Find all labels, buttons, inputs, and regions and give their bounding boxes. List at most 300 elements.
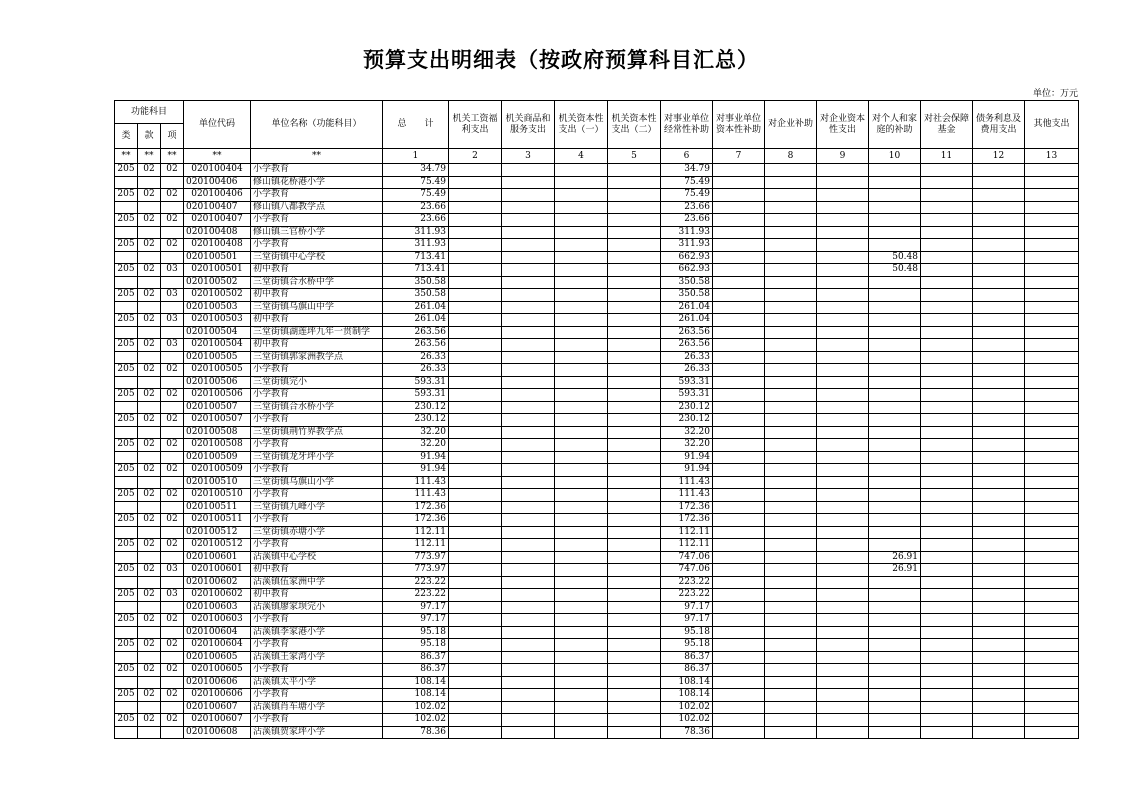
row-unit-name-cell: 三堂街镇九峰小学: [251, 501, 383, 514]
row-c7-cell: [713, 401, 765, 414]
row-c5-cell: [608, 351, 661, 364]
row-unit-code-cell: 020100603: [184, 614, 251, 627]
row-kuan-cell: 02: [138, 339, 161, 352]
row-c11-cell: [921, 351, 973, 364]
row-c3-cell: [502, 489, 555, 502]
index-cell: 13: [1025, 149, 1079, 164]
row-unit-code-cell: 020100511: [184, 514, 251, 527]
table-body: [115, 164, 1079, 739]
row-c3-cell: [502, 689, 555, 702]
row-c7-cell: [713, 714, 765, 727]
row-c6-cell: 75.49: [661, 176, 713, 189]
row-c13-cell: [1025, 164, 1079, 177]
row-total-cell: 95.18: [383, 639, 449, 652]
row-lei-cell: [115, 576, 138, 589]
row-total-cell: 26.33: [383, 351, 449, 364]
row-unit-name-cell: 沾溪镇伍家洲中学: [251, 576, 383, 589]
row-c7-cell: [713, 551, 765, 564]
row-c7-cell: [713, 201, 765, 214]
index-cell: **: [115, 149, 138, 164]
row-c7-cell: [713, 451, 765, 464]
row-c8-cell: [765, 251, 817, 264]
row-c10-cell: [869, 489, 921, 502]
row-c7-cell: [713, 326, 765, 339]
row-c11-cell: [921, 364, 973, 377]
row-unit-name-cell: 初中教育: [251, 564, 383, 577]
row-unit-code-cell: 020100512: [184, 526, 251, 539]
row-c9-cell: [817, 664, 869, 677]
row-c11-cell: [921, 201, 973, 214]
row-c4-cell: [555, 551, 608, 564]
row-c11-cell: [921, 701, 973, 714]
row-c10-cell: [869, 464, 921, 477]
row-c3-cell: [502, 664, 555, 677]
row-c6-cell: 95.18: [661, 639, 713, 652]
row-c9-cell: [817, 264, 869, 277]
row-unit-name-cell: 三堂街镇乌旗山小学: [251, 476, 383, 489]
row-kuan-cell: 02: [138, 389, 161, 402]
row-c6-cell: 311.93: [661, 226, 713, 239]
row-unit-name-cell: 三堂街镇合水桥小学: [251, 401, 383, 414]
row-kuan-cell: [138, 476, 161, 489]
row-c5-cell: [608, 251, 661, 264]
row-c4-cell: [555, 589, 608, 602]
table-row: [115, 251, 1079, 264]
row-lei-cell: [115, 651, 138, 664]
row-c12-cell: [973, 539, 1025, 552]
row-c6-cell: 172.36: [661, 501, 713, 514]
row-total-cell: 311.93: [383, 226, 449, 239]
row-c8-cell: [765, 476, 817, 489]
row-total-cell: 230.12: [383, 401, 449, 414]
row-c4-cell: [555, 539, 608, 552]
row-unit-name-cell: 三堂街镇龙牙坪小学: [251, 451, 383, 464]
row-c7-cell: [713, 614, 765, 627]
row-xiang-cell: 02: [161, 489, 184, 502]
row-total-cell: 23.66: [383, 201, 449, 214]
row-c3-cell: [502, 626, 555, 639]
row-c3-cell: [502, 264, 555, 277]
header-c7: 对事业单位资本性补助: [713, 101, 765, 149]
row-unit-code-cell: 020100505: [184, 351, 251, 364]
row-unit-code-cell: 020100502: [184, 289, 251, 302]
row-c10-cell: [869, 164, 921, 177]
row-xiang-cell: [161, 626, 184, 639]
row-c11-cell: [921, 289, 973, 302]
row-kuan-cell: [138, 501, 161, 514]
row-xiang-cell: [161, 201, 184, 214]
row-kuan-cell: [138, 726, 161, 739]
row-c10-cell: [869, 639, 921, 652]
row-total-cell: 593.31: [383, 389, 449, 402]
index-cell: 7: [713, 149, 765, 164]
row-c2-cell: [449, 214, 502, 227]
row-lei-cell: 205: [115, 439, 138, 452]
row-c11-cell: [921, 451, 973, 464]
row-c8-cell: [765, 639, 817, 652]
row-c2-cell: [449, 564, 502, 577]
row-c9-cell: [817, 426, 869, 439]
row-c12-cell: [973, 376, 1025, 389]
row-kuan-cell: 02: [138, 289, 161, 302]
row-c6-cell: 112.11: [661, 526, 713, 539]
row-c13-cell: [1025, 539, 1079, 552]
row-total-cell: 111.43: [383, 489, 449, 502]
row-c6-cell: 102.02: [661, 714, 713, 727]
row-lei-cell: 205: [115, 314, 138, 327]
row-unit-code-cell: 020100511: [184, 501, 251, 514]
row-c12-cell: [973, 489, 1025, 502]
row-lei-cell: 205: [115, 339, 138, 352]
row-xiang-cell: [161, 676, 184, 689]
row-lei-cell: 205: [115, 539, 138, 552]
row-c13-cell: [1025, 526, 1079, 539]
row-c4-cell: [555, 689, 608, 702]
row-c6-cell: 102.02: [661, 701, 713, 714]
row-xiang-cell: [161, 551, 184, 564]
row-xiang-cell: [161, 401, 184, 414]
row-c7-cell: [713, 701, 765, 714]
row-c6-cell: 26.33: [661, 364, 713, 377]
row-c9-cell: [817, 414, 869, 427]
row-c7-cell: [713, 651, 765, 664]
row-c8-cell: [765, 226, 817, 239]
row-c2-cell: [449, 601, 502, 614]
row-total-cell: 112.11: [383, 539, 449, 552]
row-c9-cell: [817, 701, 869, 714]
row-c2-cell: [449, 489, 502, 502]
row-unit-name-cell: 三堂街镇湖莲坪九年一贯制学: [251, 326, 383, 339]
row-xiang-cell: 02: [161, 214, 184, 227]
row-c9-cell: [817, 339, 869, 352]
row-c5-cell: [608, 639, 661, 652]
row-c2-cell: [449, 339, 502, 352]
row-c10-cell: 26.91: [869, 564, 921, 577]
row-xiang-cell: 02: [161, 614, 184, 627]
row-c4-cell: [555, 639, 608, 652]
row-c5-cell: [608, 651, 661, 664]
row-c9-cell: [817, 464, 869, 477]
row-total-cell: 26.33: [383, 364, 449, 377]
row-c8-cell: [765, 451, 817, 464]
row-unit-code-cell: 020100503: [184, 301, 251, 314]
row-xiang-cell: 02: [161, 364, 184, 377]
header-c5: 机关资本性支出（二）: [608, 101, 661, 149]
row-unit-code-cell: 020100604: [184, 639, 251, 652]
row-kuan-cell: 02: [138, 314, 161, 327]
row-unit-code-cell: 020100406: [184, 176, 251, 189]
row-c11-cell: [921, 539, 973, 552]
index-row: [115, 149, 1079, 164]
row-c12-cell: [973, 526, 1025, 539]
row-lei-cell: 205: [115, 564, 138, 577]
row-c12-cell: [973, 639, 1025, 652]
row-c7-cell: [713, 176, 765, 189]
row-c8-cell: [765, 276, 817, 289]
row-c10-cell: [869, 439, 921, 452]
page-title: 预算支出明细表（按政府预算科目汇总）: [363, 47, 759, 72]
row-kuan-cell: 02: [138, 464, 161, 477]
row-unit-code-cell: 020100604: [184, 626, 251, 639]
row-c5-cell: [608, 164, 661, 177]
row-c13-cell: [1025, 451, 1079, 464]
row-c11-cell: [921, 639, 973, 652]
row-unit-name-cell: 小学教育: [251, 639, 383, 652]
row-c4-cell: [555, 264, 608, 277]
row-c9-cell: [817, 576, 869, 589]
row-unit-code-cell: 020100507: [184, 401, 251, 414]
row-c8-cell: [765, 676, 817, 689]
header-c6: 对事业单位经常性补助: [661, 101, 713, 149]
row-c7-cell: [713, 601, 765, 614]
row-c3-cell: [502, 314, 555, 327]
row-c5-cell: [608, 664, 661, 677]
table-row: [115, 226, 1079, 239]
row-kuan-cell: 02: [138, 239, 161, 252]
row-c5-cell: [608, 426, 661, 439]
row-lei-cell: [115, 376, 138, 389]
row-c8-cell: [765, 714, 817, 727]
row-lei-cell: 205: [115, 164, 138, 177]
row-unit-name-cell: 修山镇三官桥小学: [251, 226, 383, 239]
row-lei-cell: [115, 701, 138, 714]
row-unit-code-cell: 020100501: [184, 264, 251, 277]
row-xiang-cell: [161, 501, 184, 514]
row-kuan-cell: 02: [138, 514, 161, 527]
row-c13-cell: [1025, 714, 1079, 727]
row-c9-cell: [817, 489, 869, 502]
header-total: 总 计: [383, 101, 449, 149]
row-lei-cell: 205: [115, 214, 138, 227]
row-c7-cell: [713, 676, 765, 689]
row-c5-cell: [608, 539, 661, 552]
table-row: [115, 351, 1079, 364]
row-c13-cell: [1025, 189, 1079, 202]
row-total-cell: 593.31: [383, 376, 449, 389]
table-row: [115, 576, 1079, 589]
row-kuan-cell: [138, 451, 161, 464]
table-row: [115, 614, 1079, 627]
row-c9-cell: [817, 351, 869, 364]
row-c6-cell: 32.20: [661, 439, 713, 452]
row-kuan-cell: [138, 276, 161, 289]
row-c4-cell: [555, 164, 608, 177]
row-c3-cell: [502, 289, 555, 302]
row-total-cell: 75.49: [383, 189, 449, 202]
row-unit-code-cell: 020100510: [184, 489, 251, 502]
row-xiang-cell: 02: [161, 464, 184, 477]
row-kuan-cell: 02: [138, 689, 161, 702]
index-cell: 11: [921, 149, 973, 164]
row-total-cell: 32.20: [383, 439, 449, 452]
row-c2-cell: [449, 626, 502, 639]
row-c3-cell: [502, 589, 555, 602]
row-c10-cell: [869, 226, 921, 239]
row-xiang-cell: [161, 226, 184, 239]
row-lei-cell: 205: [115, 714, 138, 727]
row-c2-cell: [449, 239, 502, 252]
row-c13-cell: [1025, 226, 1079, 239]
row-c5-cell: [608, 301, 661, 314]
row-c11-cell: [921, 551, 973, 564]
row-unit-code-cell: 020100602: [184, 589, 251, 602]
row-kuan-cell: [138, 351, 161, 364]
index-cell: **: [184, 149, 251, 164]
row-c8-cell: [765, 326, 817, 339]
row-c3-cell: [502, 414, 555, 427]
row-c8-cell: [765, 514, 817, 527]
table-row: [115, 539, 1079, 552]
row-c11-cell: [921, 251, 973, 264]
row-xiang-cell: 02: [161, 539, 184, 552]
row-c4-cell: [555, 376, 608, 389]
row-xiang-cell: [161, 651, 184, 664]
table-row: [115, 589, 1079, 602]
row-lei-cell: [115, 526, 138, 539]
row-kuan-cell: [138, 551, 161, 564]
table-row: [115, 501, 1079, 514]
row-c10-cell: [869, 201, 921, 214]
row-c6-cell: 108.14: [661, 689, 713, 702]
row-kuan-cell: [138, 226, 161, 239]
row-c5-cell: [608, 389, 661, 402]
row-kuan-cell: 02: [138, 264, 161, 277]
row-c2-cell: [449, 226, 502, 239]
row-kuan-cell: 02: [138, 214, 161, 227]
row-unit-name-cell: 小学教育: [251, 614, 383, 627]
row-c12-cell: [973, 326, 1025, 339]
row-c6-cell: 747.06: [661, 551, 713, 564]
row-unit-code-cell: 020100504: [184, 339, 251, 352]
row-unit-code-cell: 020100506: [184, 376, 251, 389]
row-total-cell: 97.17: [383, 601, 449, 614]
row-c11-cell: [921, 439, 973, 452]
table-row: [115, 164, 1079, 177]
row-c2-cell: [449, 439, 502, 452]
row-c13-cell: [1025, 576, 1079, 589]
row-c3-cell: [502, 164, 555, 177]
row-c10-cell: [869, 501, 921, 514]
row-c11-cell: [921, 401, 973, 414]
row-c7-cell: [713, 164, 765, 177]
row-c12-cell: [973, 339, 1025, 352]
row-total-cell: 91.94: [383, 451, 449, 464]
row-total-cell: 95.18: [383, 626, 449, 639]
row-c6-cell: 747.06: [661, 564, 713, 577]
row-xiang-cell: 02: [161, 714, 184, 727]
row-c9-cell: [817, 601, 869, 614]
row-c7-cell: [713, 689, 765, 702]
row-c10-cell: [869, 676, 921, 689]
row-c5-cell: [608, 626, 661, 639]
row-c7-cell: [713, 726, 765, 739]
header-unit-code: 单位代码: [184, 101, 251, 149]
row-c7-cell: [713, 426, 765, 439]
row-c4-cell: [555, 214, 608, 227]
row-unit-name-cell: 小学教育: [251, 239, 383, 252]
row-c13-cell: [1025, 601, 1079, 614]
row-c4-cell: [555, 364, 608, 377]
row-c5-cell: [608, 276, 661, 289]
row-unit-name-cell: 小学教育: [251, 364, 383, 377]
row-xiang-cell: [161, 526, 184, 539]
row-c12-cell: [973, 514, 1025, 527]
row-c10-cell: [869, 239, 921, 252]
row-c9-cell: [817, 714, 869, 727]
row-total-cell: 23.66: [383, 214, 449, 227]
header-lei: 类: [115, 124, 138, 149]
row-c12-cell: [973, 314, 1025, 327]
row-c6-cell: 261.04: [661, 314, 713, 327]
row-c12-cell: [973, 214, 1025, 227]
row-unit-name-cell: 初中教育: [251, 314, 383, 327]
row-c5-cell: [608, 326, 661, 339]
row-c4-cell: [555, 726, 608, 739]
row-c11-cell: [921, 414, 973, 427]
row-unit-name-cell: 修山镇花桥港小学: [251, 176, 383, 189]
row-c2-cell: [449, 264, 502, 277]
row-c11-cell: [921, 276, 973, 289]
row-c8-cell: [765, 576, 817, 589]
row-xiang-cell: [161, 426, 184, 439]
row-c3-cell: [502, 201, 555, 214]
row-c6-cell: 350.58: [661, 289, 713, 302]
row-unit-code-cell: 020100605: [184, 651, 251, 664]
table-row: [115, 289, 1079, 302]
row-c7-cell: [713, 301, 765, 314]
row-xiang-cell: 02: [161, 664, 184, 677]
table-row: [115, 426, 1079, 439]
row-c5-cell: [608, 551, 661, 564]
row-c3-cell: [502, 389, 555, 402]
row-c8-cell: [765, 626, 817, 639]
row-c5-cell: [608, 589, 661, 602]
table-row: [115, 239, 1079, 252]
row-c8-cell: [765, 364, 817, 377]
row-c3-cell: [502, 714, 555, 727]
row-c11-cell: [921, 514, 973, 527]
row-xiang-cell: [161, 476, 184, 489]
row-c13-cell: [1025, 439, 1079, 452]
row-xiang-cell: [161, 301, 184, 314]
row-c7-cell: [713, 389, 765, 402]
index-cell: 5: [608, 149, 661, 164]
row-c12-cell: [973, 239, 1025, 252]
row-c6-cell: 223.22: [661, 576, 713, 589]
row-total-cell: 713.41: [383, 251, 449, 264]
row-xiang-cell: 03: [161, 339, 184, 352]
row-c2-cell: [449, 401, 502, 414]
row-c3-cell: [502, 651, 555, 664]
row-xiang-cell: [161, 701, 184, 714]
row-c4-cell: [555, 276, 608, 289]
row-c8-cell: [765, 189, 817, 202]
row-c5-cell: [608, 564, 661, 577]
row-total-cell: 773.97: [383, 551, 449, 564]
row-c10-cell: 50.48: [869, 264, 921, 277]
row-c12-cell: [973, 676, 1025, 689]
row-c12-cell: [973, 451, 1025, 464]
row-c8-cell: [765, 301, 817, 314]
row-c12-cell: [973, 201, 1025, 214]
table-row: [115, 401, 1079, 414]
row-c5-cell: [608, 476, 661, 489]
row-unit-code-cell: 020100601: [184, 564, 251, 577]
row-unit-code-cell: 020100407: [184, 201, 251, 214]
header-c10: 对个人和家庭的补助: [869, 101, 921, 149]
row-c13-cell: [1025, 689, 1079, 702]
row-total-cell: 263.56: [383, 339, 449, 352]
